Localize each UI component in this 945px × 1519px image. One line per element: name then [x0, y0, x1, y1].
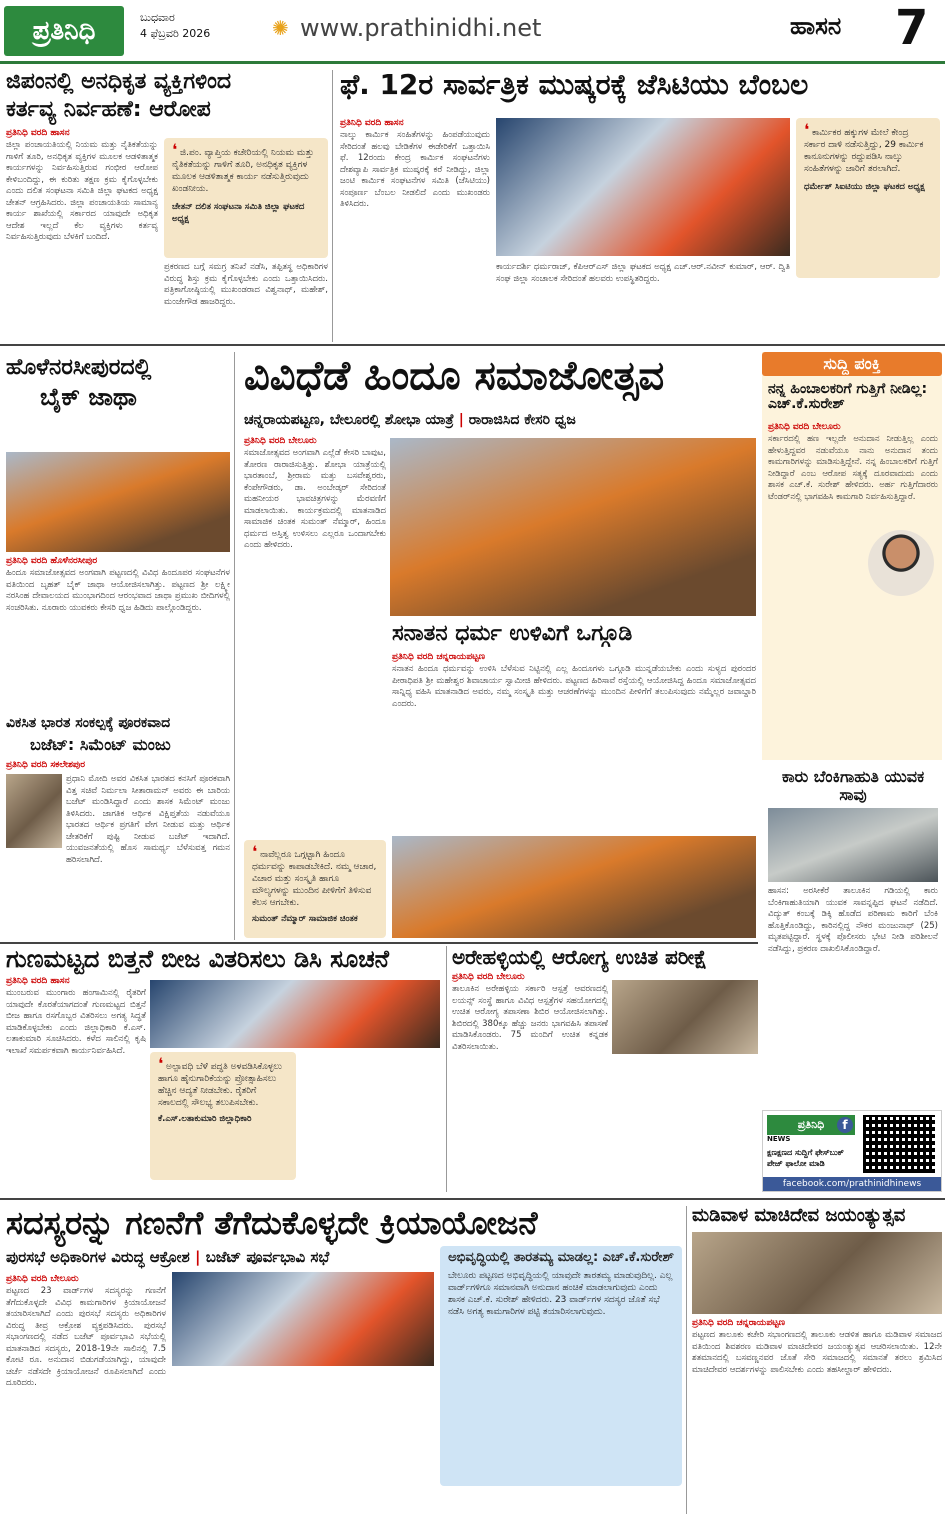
article-headline[interactable]: ಹೊಳೆನರಸೀಪುರದಲ್ಲಿ	[6, 355, 152, 380]
article-body-continued: ಪ್ರಕರಣದ ಬಗ್ಗೆ ಸಮಗ್ರ ತನಿಖೆ ನಡೆಸಿ, ತಪ್ಪಿತಸ್ಥ ಅಧಿಕಾರಿಗಳ ವಿರುದ್ಧ ಶಿಸ್ತು ಕ್ರಮ ಕೈಗೊಳ್ಳಬೇಕು ಎಂದು ಒತ್ತಾಯಿಸಿದರು. ಪತ್ರಿಕಾಗೋಷ್ಠಿಯಲ್ಲಿ ಮುಖಂಡರಾದ ವಿಶ್ವನಾಥ್, ಮಹೇಶ್, ಮಂಜೇಗೌಡ ಹಾಜರಿದ್ದರು.	[164, 262, 328, 307]
article-headline[interactable]: ಸದಸ್ಯರನ್ನು ಗಣನೆಗೆ ತೆಗೆದುಕೊಳ್ಳದೇ ಕ್ರಿಯಾಯೋಜನೆ	[6, 1204, 538, 1242]
article-body-continued: ಕಾರ್ಯದರ್ಶಿ ಧರ್ಮರಾಜ್, ಕೆಪಿಆರ್‌ಎಸ್ ಜಿಲ್ಲಾ ಘಟಕದ ಅಧ್ಯಕ್ಷ ಎಚ್.ಆರ್.ನವೀನ್ ಕುಮಾರ್, ಆರ್. ದ್ವಿತಿ ಸಂಘ ಜಿಲ್ಲಾ ಸಂಚಾಲಕ ಸೇರಿದಂತೆ ಹಲವರು ಉಪಸ್ಥಿತರಿದ್ದರು.	[496, 262, 790, 284]
article-byline: ಪ್ರತಿನಿಧಿ ವರದಿ ಹಾಸನ	[6, 128, 70, 138]
subhead-separator: |	[194, 1248, 201, 1266]
article-headline[interactable]: ಜಿಪಂನಲ್ಲಿ ಅನಧಿಕೃತ ವ್ಯಕ್ತಿಗಳಿಂದ	[6, 69, 232, 94]
subhead-part2: ರಾರಾಜಿಸಿದ ಕೇಸರಿ ಧ್ವಜ	[468, 412, 576, 428]
article-body: ಸಮಾಜೋತ್ಸವದ ಅಂಗವಾಗಿ ಎಲ್ಲೆಡೆ ಕೇಸರಿ ಬಾವುಟ, ತೋರಣ ರಾರಾಜಿಸುತ್ತಿತ್ತು. ಶೋಭಾ ಯಾತ್ರೆಯಲ್ಲಿ ಭಾರತಾಂಬೆ, ಶ್ರೀರಾಮ ಮತ್ತು ಬಸವೇಶ್ವರರು, ಕೆಂಪೇಗೌಡರು, ಡಾ. ಅಂಬೇಡ್ಕರ್ ಸೇರಿದಂತೆ ಮಹನೀಯರ ಭಾವಚಿತ್ರಗಳನ್ನು ಮೆರವಣಿಗೆ ಮಾಡಲಾಯಿತು. ಕಾರ್ಯಕ್ರಮದಲ್ಲಿ ಮಾತನಾಡಿದ ಸಾಮಾಜಿಕ ಚಿಂತಕ ಸುಮಂತ್ ನೆಮ್ಮಾರ್, ಹಿಂದೂ ಧರ್ಮದ ಅಸ್ತಿತ್ವ ಉಳಿಸಲು ಎಲ್ಲರೂ ಒಂದಾಗಬೇಕು ಎಂದು ಹೇಳಿದರು.	[244, 448, 386, 550]
article-byline: ಪ್ರತಿನಿಧಿ ವರದಿ ಚನ್ನರಾಯಪಟ್ಟಣ	[692, 1318, 785, 1328]
quote-author: ಕೆ.ಎಸ್.ಲತಾಕುಮಾರಿ ಜಿಲ್ಲಾಧಿಕಾರಿ	[158, 1114, 252, 1124]
inset-headline[interactable]: ಅಭಿವೃದ್ಧಿಯಲ್ಲಿ ತಾರತಮ್ಯ ಮಾಡಲ್ಲ: ಎಚ್.ಕೆ.ಸುರೇಶ್	[448, 1250, 674, 1265]
quote-text: ನಾವೆಲ್ಲರೂ ಒಗ್ಗಟ್ಟಾಗಿ ಹಿಂದೂ ಧರ್ಮವನ್ನು ಕಾಪಾಡಬೇಕಿದೆ. ನಮ್ಮ ಆಚಾರ, ವಿಚಾರ ಮತ್ತು ಸಂಸ್ಕೃತಿ ಹಾಗೂ ಮೌಲ್ಯಗಳನ್ನು ಮುಂದಿನ ಪೀಳಿಗೆಗೆ ತಿಳಿಸುವ ಕೆಲಸ ಆಗಬೇಕು.	[252, 850, 377, 908]
article-headline-line2[interactable]: ಬೈಕ್ ಜಾಥಾ	[40, 383, 137, 411]
pull-quote	[796, 118, 940, 278]
article-body: ಮುಂಬರುವ ಮುಂಗಾರು ಹಂಗಾಮಿನಲ್ಲಿ ರೈತರಿಗೆ ಯಾವುದೇ ಕೊರತೆಯಾಗದಂತೆ ಗುಣಮಟ್ಟದ ಬಿತ್ತನೆ ಬೀಜ ಹಾಗೂ ರಸಗೊಬ್ಬರ ವಿತರಿಸಲು ಅಗತ್ಯ ಸಿದ್ಧತೆ ಮಾಡಿಕೊಳ್ಳಬೇಕು ಎಂದು ಜಿಲ್ಲಾಧಿಕಾರಿ ಕೆ.ಎಸ್. ಲತಾಕುಮಾರಿ ಸೂಚಿಸಿದರು. ಕಳೆದ ಸಾಲಿನಲ್ಲಿ ಕೃಷಿ ಇಲಾಖೆ ಸಮರ್ಪಕವಾಗಿ ಕಾರ್ಯನಿರ್ವಹಿಸಿದೆ.	[6, 988, 146, 1056]
article-body: ಪಟ್ಟಣದ 23 ವಾರ್ಡ್‌ಗಳ ಸದಸ್ಯರನ್ನು ಗಣನೆಗೆ ತೆಗೆದುಕೊಳ್ಳದೇ ವಿವಿಧ ಕಾಮಗಾರಿಗಳ ಕ್ರಿಯಾಯೋಜನೆ ತಯಾರಿಸಲಾಗಿದೆ ಎಂದು ಪುರಸಭೆ ಸದಸ್ಯರು ಅಧಿಕಾರಿಗಳ ವಿರುದ್ಧ ತೀವ್ರ ಆಕ್ರೋಶ ವ್ಯಕ್ತಪಡಿಸಿದರು. ಪುರಸಭೆ ಸಭಾಂಗಣದಲ್ಲಿ ನಡೆದ ಬಜೆಟ್ ಪೂರ್ವಭಾವಿ ಸಭೆಯಲ್ಲಿ ಮಾತನಾಡಿದ ಸದಸ್ಯರು, 2018-19ನೇ ಸಾಲಿನಲ್ಲಿ 7.5 ಕೋಟಿ ರೂ. ಅನುದಾನ ಬಿಡುಗಡೆಯಾಗಿದ್ದು, ಯಾವುದೇ ಚರ್ಚೆ ನಡೆಸದೇ ಕ್ರಿಯಾಯೋಜನೆ ರೂಪಿಸಲಾಗಿದೆ ಎಂದು ದೂರಿದರು.	[6, 1286, 166, 1388]
pull-quote	[244, 840, 386, 938]
quote-text: ಕಾರ್ಮಿಕರ ಹಕ್ಕುಗಳ ಮೇಲೆ ಕೇಂದ್ರ ಸರ್ಕಾರ ದಾಳಿ ನಡೆಸುತ್ತಿದ್ದು, 29 ಕಾರ್ಮಿಕ ಕಾನೂನುಗಳನ್ನು ರದ್ದುಪಡಿಸಿ ನಾಲ್ಕು ಸಂಹಿತೆಗಳನ್ನು ಜಾರಿಗೆ ತರಲಾಗಿದೆ.	[804, 128, 924, 174]
article-body-continued	[172, 1370, 434, 1514]
promo-text: ಕ್ಷಣಕ್ಷಣದ ಸುದ್ದಿಗೆ ಫೇಸ್‌ಬುಕ್ ಪೇಜ್ ಫಾಲೋ ಮಾಡಿ	[767, 1148, 844, 1168]
article-body: ಪ್ರಧಾನಿ ಮೋದಿ ಅವರ ವಿಕಸಿತ ಭಾರತದ ಕನಸಿಗೆ ಪೂರಕವಾಗಿ ವಿತ್ತ ಸಚಿವೆ ನಿರ್ಮಲಾ ಸೀತಾರಾಮನ್ ಅವರು ಈ ಬಾರಿಯ ಬಜೆಟ್ ಮಂಡಿಸಿದ್ದಾರೆ ಎಂದು ಶಾಸಕ ಸಿಮೆಂಟ್ ಮಂಜು ತಿಳಿಸಿದರು. ಜಾಗತಿಕ ಆರ್ಥಿಕ ವಿಕ್ಷಿಪ್ತತೆಯ ನಡುವೆಯೂ ಭಾರತದ ಆರ್ಥಿಕ ಪ್ರಗತಿಗೆ ವೇಗ ನೀಡುವ ಮತ್ತು ಆರ್ಥಿಕ ಚೇತರಿಕೆಗೆ ಪುಷ್ಟಿ ನೀಡುವ ಬಜೆಟ್ ಇದಾಗಿದೆ. ಯುವಜನತೆಯಲ್ಲಿ ಹೊಸ ಸಾಮರ್ಥ್ಯ ಬೆಳೆಸುವತ್ತ ಗಮನ ಹರಿಸಲಾಗಿದೆ.	[66, 774, 230, 865]
burnt-car-photo[interactable]	[768, 808, 938, 882]
inset-box	[440, 1246, 682, 1486]
column-divider	[446, 946, 447, 1192]
article-byline: ಪ್ರತಿನಿಧಿ ವರದಿ ಹೊಳೆನರಸೀಪುರ	[6, 556, 98, 566]
article-body-continued	[612, 1058, 758, 1184]
page-number: 7	[895, 0, 929, 56]
health-camp-photo[interactable]	[612, 980, 758, 1054]
quote-author: ಧರ್ಮೇಶ್ ಸಿಐಟಿಯು ಜಿಲ್ಲಾ ಘಟಕದ ಅಧ್ಯಕ್ಷ	[804, 182, 925, 192]
mla-portrait-photo[interactable]	[6, 774, 62, 848]
article-subheadline	[244, 412, 754, 428]
facebook-icon[interactable]: f	[837, 1117, 853, 1133]
subhead-separator: |	[458, 412, 464, 428]
column-divider	[234, 352, 235, 940]
subhead-part1: ಪುರಸಭೆ ಅಧಿಕಾರಿಗಳ ವಿರುದ್ಧ ಆಕ್ರೋಶ	[6, 1248, 190, 1266]
subhead-part1: ಚನ್ನರಾಯಪಟ್ಟಣ, ಬೇಲೂರಲ್ಲಿ ಶೋಭಾ ಯಾತ್ರೆ	[244, 412, 454, 428]
article-headline[interactable]: ಅರೇಹಳ್ಳಿಯಲ್ಲಿ ಆರೋಗ್ಯ ಉಚಿತ ಪರೀಕ್ಷೆ	[452, 945, 708, 969]
column-divider	[686, 1206, 687, 1514]
article-headline-line2[interactable]: ಕರ್ತವ್ಯ ನಿರ್ವಹಣೆ: ಆರೋಪ	[6, 97, 211, 122]
article-byline: ಪ್ರತಿನಿಧಿ ವರದಿ ಬೇಲೂರು	[244, 436, 317, 446]
article-body: ನಾಲ್ಕು ಕಾರ್ಮಿಕ ಸಂಹಿತೆಗಳನ್ನು ಹಿಂಪಡೆಯುವುದು ಸೇರಿದಂತೆ ಹಲವು ಬೇಡಿಕೆಗಳ ಈಡೇರಿಕೆಗೆ ಒತ್ತಾಯಿಸಿ ಫೆ. 12ರಂದು ಕೇಂದ್ರ ಕಾರ್ಮಿಕ ಸಂಘಟನೆಗಳು ದೇಶವ್ಯಾಪಿ ಸಾರ್ವತ್ರಿಕ ಮುಷ್ಕರಕ್ಕೆ ಕರೆ ನೀಡಿದ್ದು, ಜಿಲ್ಲಾ ಜಂಟಿ ಕಾರ್ಮಿಕ ಸಂಘಟನೆಗಳ ಸಮಿತಿ (ಜೆಸಿಟಿಯು) ಸಂಪೂರ್ಣ ಬೆಂಬಲ ನೀಡಲಿದೆ ಎಂದು ಮುಖಂಡರು ತಿಳಿಸಿದರು.	[340, 130, 490, 209]
article-headline[interactable]: ಗುಣಮಟ್ಟದ ಬಿತ್ತನೆ ಬೀಜ ವಿತರಿಸಲು ಡಿಸಿ ಸೂಚನೆ	[6, 945, 389, 973]
jayanti-photo[interactable]	[692, 1232, 942, 1314]
section-divider	[0, 942, 758, 944]
press-meet-photo[interactable]	[496, 118, 790, 256]
facebook-promo[interactable]	[762, 1110, 942, 1192]
facebook-url[interactable]: facebook.com/prathinidhinews	[763, 1177, 941, 1191]
article-body: ಜಿಲ್ಲಾ ಪಂಚಾಯತಿಯಲ್ಲಿ ನಿಯಮ ಮತ್ತು ನೈತಿಕತೆಯನ್ನು ಗಾಳಿಗೆ ತೂರಿ, ಅನಧಿಕೃತ ವ್ಯಕ್ತಿಗಳ ಮೂಲಕ ಆಡಳಿತಾತ್ಮಕ ಕಾರ್ಯಗಳನ್ನು ನಿರ್ವಹಿಸುತ್ತಿರುವ ಗಂಭೀರ ಆರೋಪ ಕೇಳಿಬಂದಿದ್ದು, ಈ ಕುರಿತು ತಕ್ಷಣ ಕ್ರಮ ಕೈಗೊಳ್ಳಬೇಕು ಎಂದು ದಲಿತ ಸಂಘಟನಾ ಸಮಿತಿ ಜಿಲ್ಲಾ ಘಟಕದ ಅಧ್ಯಕ್ಷ ಚೇತನ್ ಆಗ್ರಹಿಸಿದರು. ಜಿಲ್ಲಾ ಪಂಚಾಯತಿಯ ಸಾಮಾನ್ಯ ಕಾರ್ಯ ಶಾಖೆಯಲ್ಲಿ ಸರ್ಕಾರದ ಯಾವುದೇ ಅಧಿಕೃತ ಆದೇಶ ಇಲ್ಲದೆ ಕೆಲ ವ್ಯಕ್ತಿಗಳು ಕರ್ತವ್ಯ ನಿರ್ವಹಿಸುತ್ತಿರುವುದು ಬೆಳಕಿಗೆ ಬಂದಿದೆ.	[6, 140, 158, 242]
section-divider	[0, 344, 945, 346]
sidebar-story-body: ಸರ್ಕಾರದಲ್ಲಿ ಹಣ ಇಲ್ಲದೇ ಅನುದಾನ ನೀಡುತ್ತಿಲ್ಲ ಎಂದು ಹೇಳುತ್ತಿದ್ದವರ ನಡುವೆಯೂ ನಾನು ಅನುದಾನ ತಂದು ಕಾಮಗಾರಿಗಳನ್ನು ಮಾಡಿಸುತ್ತಿದ್ದೇನೆ. ನನ್ನ ಹಿಂಬಾಲಕರಿಗೆ ಗುತ್ತಿಗೆ ನೀಡಿದ್ದಾರೆ ಎಂಬ ಆರೋಪ ಸತ್ಯಕ್ಕೆ ದೂರವಾದುದು ಎಂದು ಶಾಸಕ ಎಚ್.ಕೆ. ಸುರೇಶ್ ಹೇಳಿದರು. ಅರ್ಹ ಗುತ್ತಿಗೆದಾರರು ಟೆಂಡರ್‌ನಲ್ಲಿ ಭಾಗವಹಿಸಿ ಕಾಮಗಾರಿ ನಿರ್ವಹಿಸುತ್ತಿದ್ದಾರೆ.	[768, 434, 938, 502]
quote-author: ಸುಮಂತ್ ನೆಮ್ಮಾರ್ ಸಾಮಾಜಿಕ ಚಿಂತಕ	[252, 914, 358, 924]
inset-body: ಬೇಲೂರು ಪಟ್ಟಣದ ಅಭಿವೃದ್ಧಿಯಲ್ಲಿ ಯಾವುದೇ ತಾರತಮ್ಯ ಮಾಡುವುದಿಲ್ಲ. ಎಲ್ಲ ವಾರ್ಡ್‌ಗಳಿಗೂ ಸಮಾನವಾಗಿ ಅನುದಾನ ಹಂಚಿಕೆ ಮಾಡಲಾಗುವುದು ಎಂದು ಶಾಸಕ ಎಚ್.ಕೆ. ಸುರೇಶ್ ಹೇಳಿದರು. 23 ವಾರ್ಡ್‌ಗಳ ಸದಸ್ಯರ ಜೊತೆ ಸಭೆ ನಡೆಸಿ ಅಗತ್ಯ ಕಾಮಗಾರಿಗಳ ಪಟ್ಟಿ ತಯಾರಿಸಲಾಗುವುದು.	[448, 1271, 673, 1317]
procession-photo[interactable]	[392, 836, 756, 938]
section-divider	[0, 1198, 945, 1200]
article-byline: ಪ್ರತಿನಿಧಿ ವರದಿ ಬೇಲೂರು	[452, 972, 525, 982]
article-byline: ಪ್ರತಿನಿಧಿ ವರದಿ ಹಾಸನ	[340, 118, 404, 128]
article-byline: ಪ್ರತಿನಿಧಿ ವರದಿ ಸಕಲೇಶಪುರ	[6, 760, 86, 770]
samajotsava-stage-photo[interactable]	[390, 438, 756, 616]
newspaper-logo[interactable]: ಪ್ರತಿನಿಧಿ	[4, 6, 124, 56]
sidebar-story-body-continued	[768, 600, 938, 756]
bike-rally-photo[interactable]	[6, 452, 230, 552]
article-body: ಸನಾತನ ಹಿಂದೂ ಧರ್ಮವನ್ನು ಉಳಿಸಿ ಬೆಳೆಸುವ ನಿಟ್ಟಿನಲ್ಲಿ ಎಲ್ಲ ಹಿಂದೂಗಳು ಒಗ್ಗೂಡಿ ಮುನ್ನಡೆಯಬೇಕು ಎಂದು ಸುಳ್ಯದ ಪುರಂದರ ಪೀಠಾಧಿಪತಿ ಶ್ರೀ ಮಹೇಶ್ವರ ಶಿವಾಚಾರ್ಯ ಸ್ವಾಮೀಜಿ ಹೇಳಿದರು. ಪಟ್ಟಣದ ಹಿರಿಸಾವೆ ರಸ್ತೆಯಲ್ಲಿ ಆಯೋಜಿಸಿದ್ದ ಹಿಂದೂ ಸಮಾಜೋತ್ಸವದ ಸಾನ್ನಿಧ್ಯ ವಹಿಸಿ ಮಾತನಾಡಿದ ಅವರು, ನಮ್ಮ ಸಂಸ್ಕೃತಿ ಮತ್ತು ಆಚರಣೆಗಳನ್ನು ಮುಂದಿನ ಪೀಳಿಗೆಗೆ ತಲುಪಿಸುವುದು ನಮ್ಮೆಲ್ಲರ ಜವಾಬ್ದಾರಿ ಎಂದರು.	[392, 664, 756, 709]
article-body-continued	[300, 1052, 440, 1184]
article-headline[interactable]: ವಿವಿಧೆಡೆ ಹಿಂದೂ ಸಮಾಜೋತ್ಸವ	[244, 353, 665, 399]
region-name: ಹಾಸನ	[790, 12, 842, 40]
article-headline[interactable]: ಸನಾತನ ಧರ್ಮ ಉಳಿವಿಗೆ ಒಗ್ಗೂಡಿ	[392, 621, 633, 646]
date: 4 ಫೆಬ್ರವರಿ 2026	[140, 27, 211, 40]
sidebar-story-headline[interactable]: ಕಾರು ಬೆಂಕಿಗಾಹುತಿ ಯುವಕ ಸಾವು	[781, 767, 925, 804]
article-body: ಹಿಂದೂ ಸಮಾಜೋತ್ಸವದ ಅಂಗವಾಗಿ ಪಟ್ಟಣದಲ್ಲಿ ವಿವಿಧ ಹಿಂದೂಪರ ಸಂಘಟನೆಗಳ ವತಿಯಿಂದ ಬೃಹತ್ ಬೈಕ್ ಜಾಥಾ ಆಯೋಜಿಸಲಾಗಿತ್ತು. ಪಟ್ಟಣದ ಶ್ರೀ ಲಕ್ಷ್ಮೀ ನರಸಿಂಹ ದೇವಾಲಯದ ಮುಂಭಾಗದಿಂದ ಆರಂಭವಾದ ಜಾಥಾ ಪ್ರಮುಖ ಬೀದಿಗಳಲ್ಲಿ ಸಂಚರಿಸಿತು. ನೂರಾರು ಯುವಕರು ಕೇಸರಿ ಧ್ವಜ ಹಿಡಿದು ಪಾಲ್ಗೊಂಡಿದ್ದರು.	[6, 568, 230, 613]
article-byline: ಪ್ರತಿನಿಧಿ ವರದಿ ಬೇಲೂರು	[6, 1274, 79, 1284]
article-byline: ಪ್ರತಿನಿಧಿ ವರದಿ ಹಾಸನ	[6, 976, 70, 986]
article-body: ಪಟ್ಟಣದ ತಾಲೂಕು ಕಚೇರಿ ಸಭಾಂಗಣದಲ್ಲಿ ತಾಲೂಕು ಆಡಳಿತ ಹಾಗೂ ಮಡಿವಾಳ ಸಮಾಜದ ವತಿಯಿಂದ ಶಿವಶರಣ ಮಡಿವಾಳ ಮಾಚಿದೇವರ ಜಯಂತ್ಯುತ್ಸವ ಆಚರಿಸಲಾಯಿತು. 12ನೇ ಶತಮಾನದಲ್ಲಿ ಬಸವಣ್ಣನವರ ಜೊತೆ ಸೇರಿ ಸಮಾಜದಲ್ಲಿ ಸಮಾನತೆ ತರಲು ಶ್ರಮಿಸಿದ ಮಾಚಿದೇವರ ಆದರ್ಶಗಳನ್ನು ಪಾಲಿಸಬೇಕು ಎಂದು ತಹಸೀಲ್ದಾರ್ ಹೇಳಿದರು.	[692, 1330, 942, 1375]
article-byline: ಪ್ರತಿನಿಧಿ ವರದಿ ಚನ್ನರಾಯಪಟ್ಟಣ	[392, 652, 485, 662]
quote-drop-icon: ❛	[252, 842, 258, 861]
sidebar-story-headline[interactable]: ನನ್ನ ಹಿಂಬಾಲಕರಿಗೆ ಗುತ್ತಿಗೆ ನೀಡಿಲ್ಲ: ಎಚ್.ಕೆ.ಸುರೇಶ್	[768, 381, 928, 413]
article-headline[interactable]: ಫೆ. 12ರ ಸಾರ್ವತ್ರಿಕ ಮುಷ್ಕರಕ್ಕೆ ಜೆಸಿಟಿಯು ಬೆಂಬಲ	[340, 68, 809, 101]
article-body: ತಾಲೂಕಿನ ಅರೇಹಳ್ಳಿಯ ಸರ್ಕಾರಿ ಆಸ್ಪತ್ರೆ ಆವರಣದಲ್ಲಿ ಲಯನ್ಸ್ ಸಂಸ್ಥೆ ಹಾಗೂ ವಿವಿಧ ಆಸ್ಪತ್ರೆಗಳ ಸಹಯೋಗದಲ್ಲಿ ಉಚಿತ ಆರೋಗ್ಯ ತಪಾಸಣಾ ಶಿಬಿರ ಆಯೋಜಿಸಲಾಗಿತ್ತು. ಶಿಬಿರದಲ್ಲಿ 380ಕ್ಕೂ ಹೆಚ್ಚು ಜನರು ಭಾಗವಹಿಸಿ ತಪಾಸಣೆ ಮಾಡಿಸಿಕೊಂಡರು. 75 ಮಂದಿಗೆ ಉಚಿತ ಕನ್ನಡಕ ವಿತರಿಸಲಾಯಿತು.	[452, 984, 608, 1052]
dc-meeting-photo[interactable]	[150, 980, 440, 1048]
quote-drop-icon: ❛	[158, 1054, 164, 1073]
sidebar-story-body: ಹಾಸನ: ಅರಸೀಕೆರೆ ತಾಲೂಕಿನ ಗಡಿಯಲ್ಲಿ ಕಾರು ಬೆಂಕಿಗಾಹುತಿಯಾಗಿ ಯುವಕ ಸಾವನ್ನಪ್ಪಿದ ಘಟನೆ ನಡೆದಿದೆ. ವಿದ್ಯುತ್ ಕಂಬಕ್ಕೆ ಡಿಕ್ಕಿ ಹೊಡೆದ ಪರಿಣಾಮ ಕಾರಿಗೆ ಬೆಂಕಿ ಹೊತ್ತಿಕೊಂಡಿದ್ದು, ಕಾರಿನಲ್ಲಿದ್ದ ನೌಕರ ಮಂಜುನಾಥ್ (25) ಮೃತಪಟ್ಟಿದ್ದಾರೆ. ಸ್ಥಳಕ್ಕೆ ಪೊಲೀಸರು ಭೇಟಿ ನೀಡಿ ಪರಿಶೀಲನೆ ನಡೆಸಿದ್ದು, ಪ್ರಕರಣ ದಾಖಲಿಸಿಕೊಂಡಿದ್ದಾರೆ.	[768, 886, 938, 954]
subhead-part2: ಬಜೆಟ್ ಪೂರ್ವಭಾವಿ ಸಭೆ	[205, 1248, 330, 1266]
qr-code-icon[interactable]	[863, 1115, 935, 1173]
promo-brand-sub: NEWS	[767, 1135, 791, 1143]
pull-quote	[150, 1052, 296, 1180]
mla-portrait-photo[interactable]	[868, 530, 934, 596]
sidebar-story-byline: ಪ್ರತಿನಿಧಿ ವರದಿ ಬೇಲೂರು	[768, 422, 841, 432]
column-divider	[332, 70, 333, 342]
quote-drop-icon: ❛	[172, 140, 178, 159]
website-url[interactable]: www.prathinidhi.net	[300, 14, 542, 42]
quote-text: ಅಲ್ಪಾವಧಿ ಬೆಳೆ ಪದ್ಧತಿ ಅಳವಡಿಸಿಕೊಳ್ಳಲು ಹಾಗೂ ಹೈನುಗಾರಿಕೆಯನ್ನು ಪ್ರೋತ್ಸಾಹಿಸಲು ಹೆಚ್ಚಿನ ಆದ್ಯತೆ ನೀಡಬೇಕು. ರೈತರಿಗೆ ಸಕಾಲದಲ್ಲಿ ಸೌಲಭ್ಯ ತಲುಪಿಸಬೇಕು.	[158, 1062, 283, 1108]
council-meeting-photo[interactable]	[172, 1272, 434, 1366]
quote-drop-icon: ❛	[804, 120, 810, 139]
article-headline[interactable]: ವಿಕಸಿತ ಭಾರತ ಸಂಕಲ್ಪಕ್ಕೆ ಪೂರಕವಾದ	[6, 715, 171, 731]
article-headline[interactable]: ಮಡಿವಾಳ ಮಾಚಿದೇವ ಜಯಂತ್ಯುತ್ಸವ	[692, 1205, 906, 1226]
dateline	[140, 10, 210, 42]
sidebar-label: ಸುದ್ದಿ ಪಂಕ್ತಿ	[762, 352, 942, 376]
masthead	[0, 0, 945, 64]
sun-icon: ✺	[272, 16, 289, 40]
quote-author: ಚೇತನ್ ದಲಿತ ಸಂಘಟನಾ ಸಮಿತಿ ಜಿಲ್ಲಾ ಘಟಕದ ಅಧ್ಯಕ್ಷ	[172, 202, 305, 224]
promo-brand: ಪ್ರತಿನಿಧಿ	[767, 1115, 855, 1135]
quote-text: ಜಿ.ಪಂ. ವ್ಯಾಪ್ತಿಯ ಕಚೇರಿಯಲ್ಲಿ ನಿಯಮ ಮತ್ತು ನೈತಿಕತೆಯನ್ನು ಗಾಳಿಗೆ ತೂರಿ, ಅನಧಿಕೃತ ವ್ಯಕ್ತಿಗಳ ಮೂಲಕ ಆಡಳಿತಾತ್ಮಕ ಕಾರ್ಯ ನಡೆಸುತ್ತಿರುವುದು ಖಂಡನೀಯ.	[172, 148, 314, 194]
weekday: ಬುಧವಾರ	[140, 11, 175, 24]
pull-quote	[164, 138, 328, 258]
article-headline-line2[interactable]: ಬಜೆಟ್: ಸಿಮೆಂಟ್ ಮಂಜು	[30, 735, 171, 754]
